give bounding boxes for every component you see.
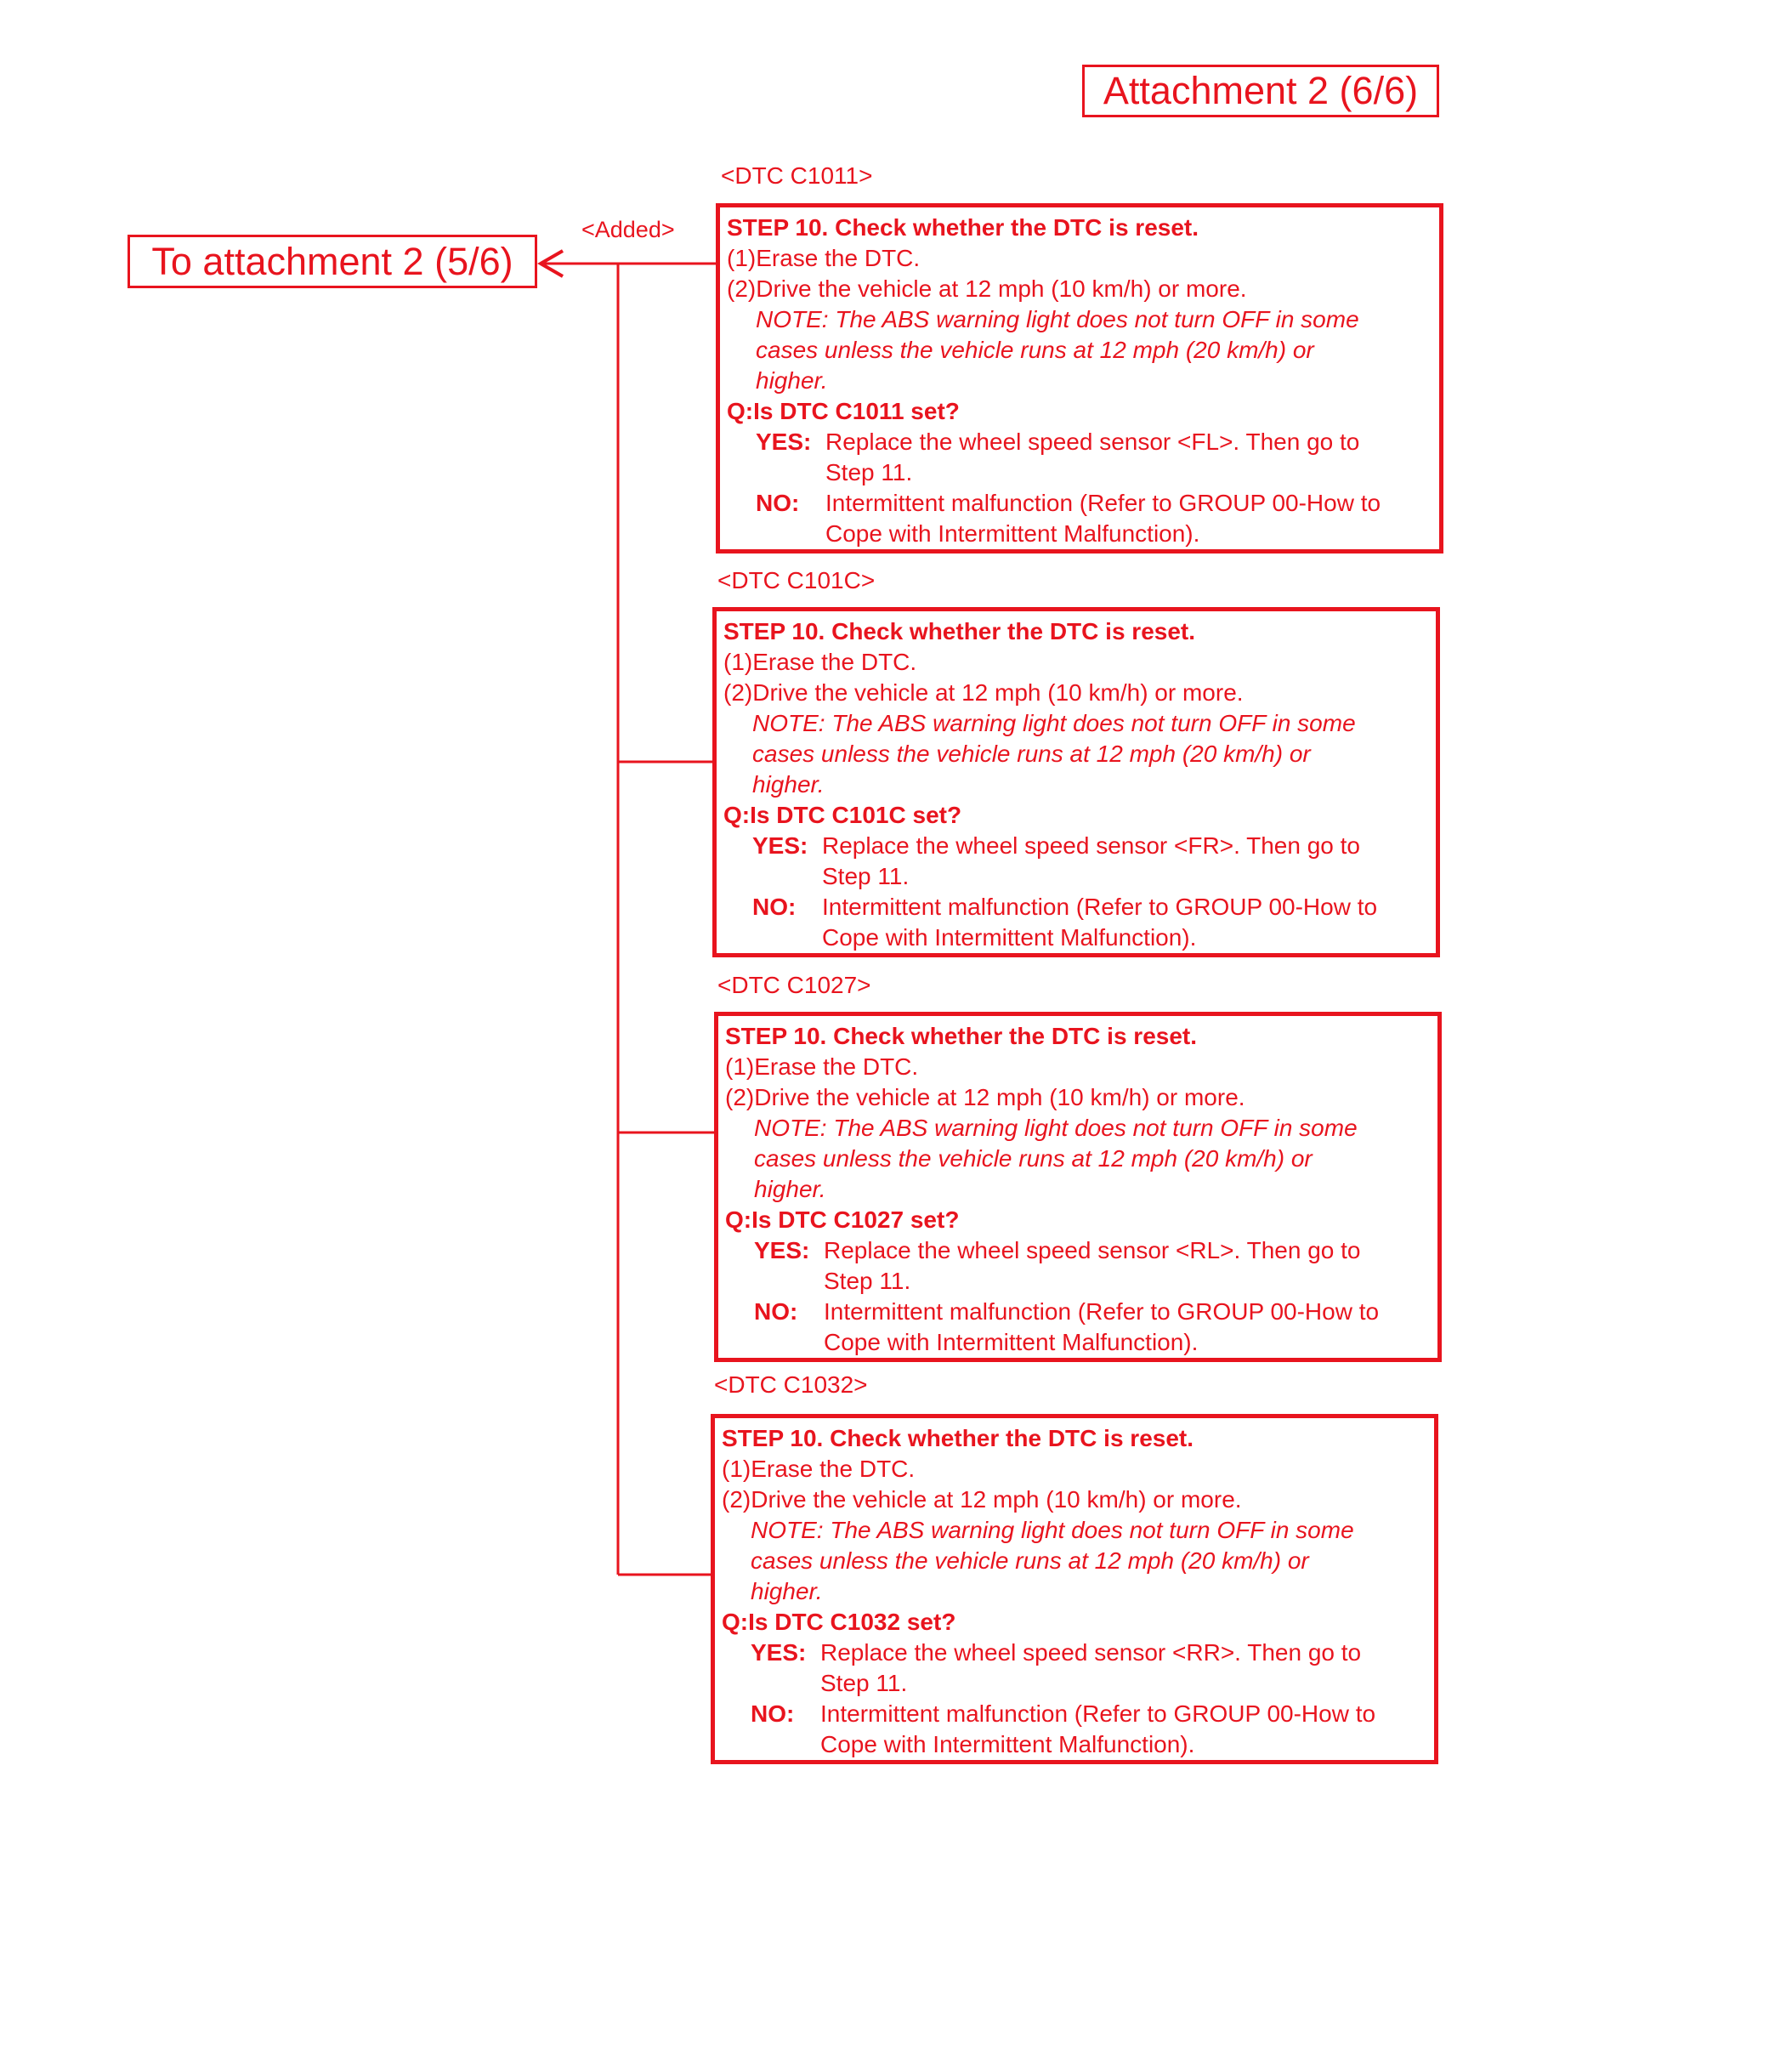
no-answer [722,1699,1427,1729]
question: Q:Is DTC C1011 set? [727,398,960,424]
instruction-erase: (1)Erase the DTC. [725,1053,919,1080]
note-line-2: cases unless the vehicle runs at 12 mph (20 km/h) or [752,741,1311,767]
instruction-erase: (1)Erase the DTC. [722,1456,916,1482]
note-line-1: NOTE: The ABS warning light does not turn OFF in some [752,710,1356,736]
yes-text: Replace the wheel speed sensor <FR>. Then go to [822,832,1360,859]
no-label: NO: [754,1298,798,1325]
yes-answer [725,1235,1431,1266]
note-line-3: higher. [751,1578,823,1604]
question: Q:Is DTC C101C set? [723,802,962,828]
step-box-c101c [712,607,1440,957]
step-box-c1032 [711,1414,1438,1764]
note-line-1: NOTE: The ABS warning light does not turn OFF in some [756,306,1359,332]
no-answer [727,488,1432,519]
yes-answer-cont: Step 11. [820,1670,908,1696]
added-label: <Added> [581,217,675,242]
yes-answer [727,427,1432,457]
no-text: Intermittent malfunction (Refer to GROUP 00-How to [824,1298,1380,1325]
dtc-label-c1011: <DTC C1011> [721,162,873,189]
back-reference-box[interactable]: To attachment 2 (5/6) [128,235,537,288]
note-line-2: cases unless the vehicle runs at 12 mph (20 km/h) or [751,1547,1309,1574]
instruction-drive: (2)Drive the vehicle at 12 mph (10 km/h) or more. [722,1486,1242,1513]
dtc-label-c1032: <DTC C1032> [714,1371,868,1398]
yes-answer-cont: Step 11. [822,863,910,889]
step-box-c1027 [714,1012,1442,1362]
instruction-erase: (1)Erase the DTC. [727,245,921,271]
step-heading: STEP 10. Check whether the DTC is reset. [727,214,1199,241]
dtc-label-c1027: <DTC C1027> [717,972,871,998]
yes-answer [722,1638,1427,1668]
no-text: Intermittent malfunction (Refer to GROUP 00-How to [822,894,1378,920]
yes-answer-cont: Step 11. [825,459,913,485]
step-box-c1011 [716,203,1443,553]
yes-label: YES: [754,1237,810,1263]
question: Q:Is DTC C1027 set? [725,1206,960,1233]
no-label: NO: [756,490,800,516]
note-line-3: higher. [756,367,828,394]
no-answer [725,1297,1431,1327]
instruction-drive: (2)Drive the vehicle at 12 mph (10 km/h) or more. [723,679,1244,706]
no-label: NO: [752,894,797,920]
yes-text: Replace the wheel speed sensor <RL>. Then go to [824,1237,1361,1263]
yes-text: Replace the wheel speed sensor <RR>. Then go to [820,1639,1362,1666]
yes-label: YES: [756,429,812,455]
yes-answer [723,831,1429,861]
note-line-2: cases unless the vehicle runs at 12 mph (20 km/h) or [754,1145,1313,1172]
step-heading: STEP 10. Check whether the DTC is reset. [725,1023,1198,1049]
step-heading: STEP 10. Check whether the DTC is reset. [722,1425,1194,1451]
yes-label: YES: [752,832,808,859]
dtc-label-c101c: <DTC C101C> [717,567,876,593]
no-answer-cont: Cope with Intermittent Malfunction). [824,1329,1199,1355]
instruction-drive: (2)Drive the vehicle at 12 mph (10 km/h) or more. [727,275,1247,302]
arrow-head-icon [541,251,563,276]
yes-label: YES: [751,1639,807,1666]
yes-text: Replace the wheel speed sensor <FL>. Then go to [825,429,1360,455]
page-title: Attachment 2 (6/6) [1082,65,1439,117]
note-line-3: higher. [754,1176,826,1202]
no-label: NO: [751,1700,795,1727]
no-text: Intermittent malfunction (Refer to GROUP 00-How to [820,1700,1376,1727]
instruction-erase: (1)Erase the DTC. [723,649,917,675]
question: Q:Is DTC C1032 set? [722,1609,956,1635]
note-line-1: NOTE: The ABS warning light does not turn OFF in some [754,1115,1358,1141]
no-text: Intermittent malfunction (Refer to GROUP 00-How to [825,490,1381,516]
no-answer-cont: Cope with Intermittent Malfunction). [820,1731,1195,1757]
instruction-drive: (2)Drive the vehicle at 12 mph (10 km/h) or more. [725,1084,1245,1110]
yes-answer-cont: Step 11. [824,1268,911,1294]
step-heading: STEP 10. Check whether the DTC is reset. [723,618,1196,644]
no-answer-cont: Cope with Intermittent Malfunction). [822,924,1197,951]
note-line-2: cases unless the vehicle runs at 12 mph (20 km/h) or [756,337,1314,363]
note-line-3: higher. [752,771,825,798]
note-line-1: NOTE: The ABS warning light does not turn OFF in some [751,1517,1354,1543]
no-answer-cont: Cope with Intermittent Malfunction). [825,520,1200,547]
no-answer [723,892,1429,922]
